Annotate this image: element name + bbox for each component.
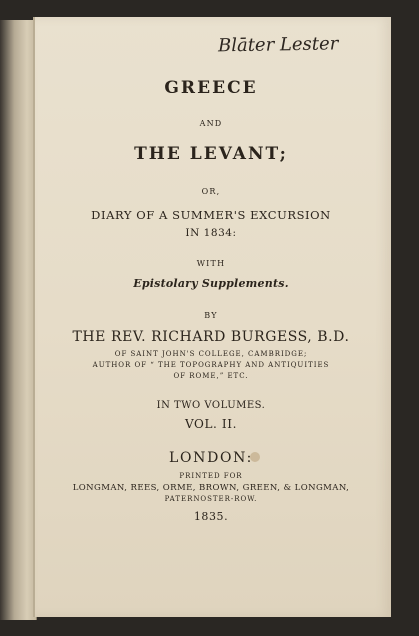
author-affiliation-1: OF SAINT JOHN'S COLLEGE, CAMBRIDGE; [114, 350, 308, 358]
publication-year: 1835. [193, 510, 229, 523]
handwritten-signature: Blāter Lester [217, 33, 339, 57]
volumes-note: IN TWO VOLUMES. [156, 400, 266, 411]
book-title: GREECE [164, 78, 258, 98]
publisher-address: PATERNOSTER-ROW. [164, 495, 258, 503]
volume-number: VOL. II. [185, 417, 237, 431]
book-title-second: THE LEVANT; [134, 144, 288, 164]
subtitle-line-1: DIARY OF A SUMMER'S EXCURSION [91, 208, 331, 222]
paper-stain [250, 452, 260, 462]
title-conjunction: AND [199, 119, 223, 128]
title-or: OR, [201, 187, 221, 196]
epistolary-supplements: Epistolary Supplements. [133, 277, 289, 290]
by-label: BY [204, 311, 218, 320]
imprint-city: LONDON: [169, 450, 253, 466]
printed-for: PRINTED FOR [179, 472, 243, 480]
book-spine-edge [0, 20, 37, 620]
with-label: WITH [196, 259, 226, 268]
publisher-names: LONGMAN, REES, ORME, BROWN, GREEN, & LONGMAN, [72, 483, 350, 493]
author-affiliation-2: AUTHOR OF “ THE TOPOGRAPHY AND ANTIQUITIES [92, 361, 330, 369]
author-affiliation-3: OF ROME,” ETC. [173, 372, 249, 380]
author-name: THE REV. RICHARD BURGESS, B.D. [72, 329, 350, 345]
subtitle-line-2: IN 1834: [185, 227, 237, 239]
